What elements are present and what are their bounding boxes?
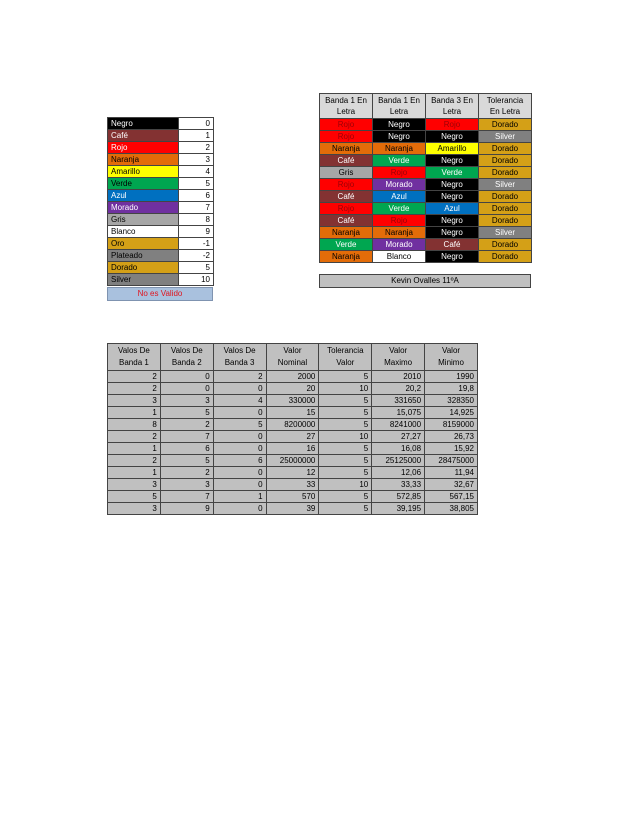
values-header-row [108, 344, 478, 371]
values-cell: 3 [108, 503, 161, 515]
values-cell: 0 [213, 479, 266, 491]
color-row [108, 118, 214, 130]
band-cell: Dorado [479, 239, 532, 251]
band-cell: Silver [479, 131, 532, 143]
values-cell: 12,06 [372, 467, 425, 479]
band-row [320, 239, 532, 251]
band-header-cell: Banda 1 En Letra [373, 94, 426, 119]
values-row [108, 467, 478, 479]
band-cell: Café [320, 215, 373, 227]
values-cell: 4 [213, 395, 266, 407]
color-value-cell: 3 [179, 154, 214, 166]
band-row [320, 203, 532, 215]
band-row [320, 215, 532, 227]
band-row [320, 143, 532, 155]
color-name-cell: Plateado [108, 250, 179, 262]
band-cell: Dorado [479, 155, 532, 167]
band-letters-table [319, 93, 532, 263]
values-cell: 572,85 [372, 491, 425, 503]
values-cell: 2 [108, 383, 161, 395]
values-row [108, 431, 478, 443]
values-cell: 15,075 [372, 407, 425, 419]
color-value-cell: 5 [179, 262, 214, 274]
band-cell: Café [320, 191, 373, 203]
values-cell: 39,195 [372, 503, 425, 515]
values-cell: 1 [108, 443, 161, 455]
band-cell: Gris [320, 167, 373, 179]
band-cell: Azul [373, 191, 426, 203]
values-cell: 39 [266, 503, 319, 515]
color-name-cell: Negro [108, 118, 179, 130]
values-header-cell: Valos De Banda 3 [213, 344, 266, 371]
band-row [320, 131, 532, 143]
band-cell: Rojo [373, 215, 426, 227]
band-row [320, 179, 532, 191]
band-cell: Negro [426, 179, 479, 191]
color-value-cell: 1 [179, 130, 214, 142]
band-cell: Dorado [479, 167, 532, 179]
values-cell: 3 [160, 479, 213, 491]
band-cell: Verde [426, 167, 479, 179]
color-name-cell: Rojo [108, 142, 179, 154]
values-cell: 20,2 [372, 383, 425, 395]
color-row [108, 130, 214, 142]
values-cell: 8 [108, 419, 161, 431]
band-row [320, 119, 532, 131]
values-cell: 25000000 [266, 455, 319, 467]
values-cell: 25125000 [372, 455, 425, 467]
values-cell: 1 [213, 491, 266, 503]
values-cell: 2 [160, 419, 213, 431]
band-cell: Verde [373, 203, 426, 215]
color-value-cell: 8 [179, 214, 214, 226]
band-cell: Morado [373, 179, 426, 191]
color-value-cell: 0 [179, 118, 214, 130]
band-cell: Negro [426, 155, 479, 167]
color-value-cell: 2 [179, 142, 214, 154]
values-cell: 8159000 [425, 419, 478, 431]
color-row [108, 214, 214, 226]
band-cell: Negro [373, 131, 426, 143]
values-cell: 1 [108, 467, 161, 479]
values-cell: 5 [319, 467, 372, 479]
values-row [108, 407, 478, 419]
band-cell: Verde [320, 239, 373, 251]
values-cell: 331650 [372, 395, 425, 407]
band-cell: Dorado [479, 215, 532, 227]
values-header-cell: Valos De Banda 1 [108, 344, 161, 371]
resistor-values-table [107, 343, 478, 515]
values-cell: 6 [160, 443, 213, 455]
band-cell: Dorado [479, 119, 532, 131]
values-cell: 15,92 [425, 443, 478, 455]
band-cell: Dorado [479, 251, 532, 263]
color-row [108, 202, 214, 214]
color-value-cell: 7 [179, 202, 214, 214]
band-cell: Naranja [373, 227, 426, 239]
values-row [108, 383, 478, 395]
color-row [108, 154, 214, 166]
values-cell: 11,94 [425, 467, 478, 479]
band-cell: Negro [426, 227, 479, 239]
values-cell: 16,08 [372, 443, 425, 455]
band-header-cell: Tolerancia En Letra [479, 94, 532, 119]
values-cell: 567,15 [425, 491, 478, 503]
values-cell: 16 [266, 443, 319, 455]
values-row [108, 491, 478, 503]
values-cell: 5 [319, 419, 372, 431]
values-header-cell: Valos De Banda 2 [160, 344, 213, 371]
values-cell: 2 [108, 455, 161, 467]
values-cell: 8200000 [266, 419, 319, 431]
values-cell: 10 [319, 431, 372, 443]
values-cell: 330000 [266, 395, 319, 407]
band-cell: Café [320, 155, 373, 167]
band-cell: Rojo [426, 119, 479, 131]
values-cell: 0 [213, 431, 266, 443]
band-header-row [320, 94, 532, 119]
values-cell: 7 [160, 491, 213, 503]
values-cell: 0 [213, 443, 266, 455]
color-name-cell: Verde [108, 178, 179, 190]
values-cell: 5 [213, 419, 266, 431]
color-name-cell: Morado [108, 202, 179, 214]
values-cell: 8241000 [372, 419, 425, 431]
values-cell: 5 [319, 407, 372, 419]
color-row [108, 178, 214, 190]
values-cell: 33 [266, 479, 319, 491]
values-cell: 19,8 [425, 383, 478, 395]
values-cell: 5 [319, 443, 372, 455]
color-row [108, 250, 214, 262]
band-cell: Morado [373, 239, 426, 251]
band-cell: Amarillo [426, 143, 479, 155]
values-cell: 5 [160, 407, 213, 419]
band-row [320, 251, 532, 263]
values-row [108, 443, 478, 455]
color-name-cell: Naranja [108, 154, 179, 166]
values-cell: 2 [108, 371, 161, 383]
band-cell: Naranja [373, 143, 426, 155]
values-cell: 10 [319, 383, 372, 395]
values-cell: 5 [319, 491, 372, 503]
values-cell: 2010 [372, 371, 425, 383]
band-row [320, 227, 532, 239]
values-cell: 27,27 [372, 431, 425, 443]
values-cell: 2 [213, 371, 266, 383]
color-value-cell: -1 [179, 238, 214, 250]
values-cell: 26,73 [425, 431, 478, 443]
values-cell: 10 [319, 479, 372, 491]
color-name-cell: Gris [108, 214, 179, 226]
author-credit: Kevin Ovalles 11ºA [319, 274, 531, 288]
values-cell: 32,67 [425, 479, 478, 491]
values-cell: 12 [266, 467, 319, 479]
values-cell: 2 [108, 431, 161, 443]
band-cell: Naranja [320, 251, 373, 263]
values-cell: 1 [108, 407, 161, 419]
values-row [108, 371, 478, 383]
color-code-table [107, 117, 214, 286]
color-name-cell: Silver [108, 274, 179, 286]
band-cell: Negro [426, 215, 479, 227]
color-name-cell: Dorado [108, 262, 179, 274]
color-row [108, 142, 214, 154]
color-name-cell: Blanco [108, 226, 179, 238]
values-cell: 1990 [425, 371, 478, 383]
band-header-cell: Banda 3 En Letra [426, 94, 479, 119]
band-cell: Rojo [373, 167, 426, 179]
color-row [108, 274, 214, 286]
values-cell: 9 [160, 503, 213, 515]
color-name-cell: Café [108, 130, 179, 142]
band-cell: Silver [479, 179, 532, 191]
color-value-cell: 4 [179, 166, 214, 178]
color-value-cell: 5 [179, 178, 214, 190]
band-cell: Negro [426, 191, 479, 203]
values-cell: 14,925 [425, 407, 478, 419]
values-cell: 5 [160, 455, 213, 467]
color-row [108, 226, 214, 238]
values-cell: 7 [160, 431, 213, 443]
band-cell: Silver [479, 227, 532, 239]
values-cell: 5 [319, 455, 372, 467]
band-cell: Rojo [320, 203, 373, 215]
values-row [108, 455, 478, 467]
values-cell: 5 [108, 491, 161, 503]
values-cell: 27 [266, 431, 319, 443]
values-cell: 3 [160, 395, 213, 407]
values-cell: 33,33 [372, 479, 425, 491]
band-cell: Negro [426, 251, 479, 263]
values-row [108, 419, 478, 431]
values-cell: 328350 [425, 395, 478, 407]
band-cell: Rojo [320, 179, 373, 191]
band-cell: Naranja [320, 227, 373, 239]
values-cell: 6 [213, 455, 266, 467]
values-cell: 0 [160, 371, 213, 383]
values-cell: 5 [319, 395, 372, 407]
color-value-cell: 10 [179, 274, 214, 286]
values-cell: 0 [213, 383, 266, 395]
values-cell: 5 [319, 503, 372, 515]
values-header-cell: Valor Maximo [372, 344, 425, 371]
band-cell: Naranja [320, 143, 373, 155]
invalid-note: No es Valido [107, 287, 213, 301]
values-cell: 0 [213, 503, 266, 515]
values-cell: 38,805 [425, 503, 478, 515]
values-cell: 0 [213, 467, 266, 479]
band-cell: Dorado [479, 143, 532, 155]
values-header-cell: Valor Nominal [266, 344, 319, 371]
values-cell: 20 [266, 383, 319, 395]
color-row [108, 190, 214, 202]
color-row [108, 238, 214, 250]
values-header-cell: Tolerancia Valor [319, 344, 372, 371]
color-name-cell: Oro [108, 238, 179, 250]
band-cell: Dorado [479, 191, 532, 203]
values-cell: 0 [213, 407, 266, 419]
values-cell: 28475000 [425, 455, 478, 467]
color-value-cell: -2 [179, 250, 214, 262]
values-header-cell: Valor Minimo [425, 344, 478, 371]
values-row [108, 479, 478, 491]
band-cell: Azul [426, 203, 479, 215]
color-name-cell: Amarillo [108, 166, 179, 178]
band-cell: Rojo [320, 131, 373, 143]
color-row [108, 262, 214, 274]
band-cell: Rojo [320, 119, 373, 131]
values-row [108, 395, 478, 407]
values-cell: 15 [266, 407, 319, 419]
band-cell: Dorado [479, 203, 532, 215]
color-value-cell: 9 [179, 226, 214, 238]
band-cell: Blanco [373, 251, 426, 263]
color-name-cell: Azul [108, 190, 179, 202]
values-cell: 0 [160, 383, 213, 395]
values-cell: 2000 [266, 371, 319, 383]
color-value-cell: 6 [179, 190, 214, 202]
band-row [320, 191, 532, 203]
color-row [108, 166, 214, 178]
band-header-cell: Banda 1 En Letra [320, 94, 373, 119]
band-row [320, 167, 532, 179]
values-cell: 570 [266, 491, 319, 503]
values-row [108, 503, 478, 515]
values-cell: 3 [108, 395, 161, 407]
band-cell: Verde [373, 155, 426, 167]
values-cell: 2 [160, 467, 213, 479]
values-cell: 3 [108, 479, 161, 491]
band-cell: Café [426, 239, 479, 251]
band-row [320, 155, 532, 167]
band-cell: Negro [426, 131, 479, 143]
band-cell: Negro [373, 119, 426, 131]
values-cell: 5 [319, 371, 372, 383]
